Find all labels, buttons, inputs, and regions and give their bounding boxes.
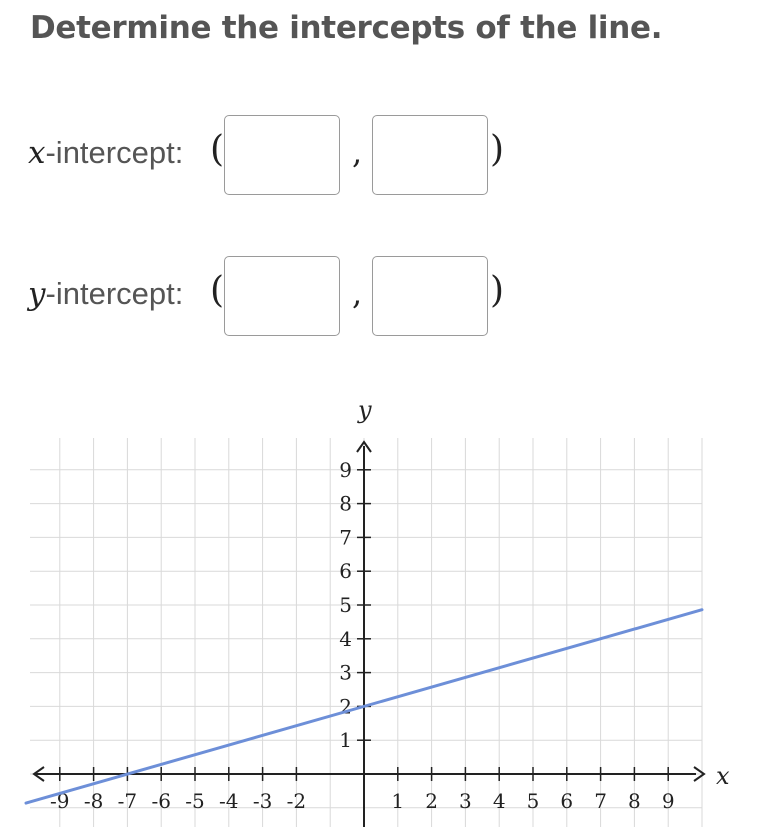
x-intercept-x-input[interactable]: [224, 115, 340, 195]
x-intercept-label: [28, 135, 183, 171]
y-tick-label: 5: [339, 593, 352, 617]
y-variable: y: [28, 276, 46, 312]
x-tick-label: 7: [594, 789, 607, 813]
y-tick-label: 1: [339, 728, 352, 753]
x-tick-label: 8: [628, 789, 641, 813]
x-variable: x: [28, 135, 46, 171]
y-intercept-y-input[interactable]: [372, 256, 488, 336]
y-tick-label: 4: [339, 626, 352, 651]
y-tick-label: 8: [339, 491, 352, 516]
coordinate-graph: [0, 380, 772, 827]
y-tick-label: 3: [339, 660, 352, 685]
x-tick-label: -9: [50, 789, 70, 813]
x-intercept-close-paren: ): [490, 129, 505, 170]
axes: [34, 442, 704, 827]
y-axis-label: y: [358, 396, 372, 424]
x-tick-label: 4: [492, 789, 506, 813]
x-tick-label: -8: [83, 789, 104, 813]
y-intercept-comma: ,: [352, 274, 363, 312]
x-intercept-open-paren: (: [210, 129, 225, 170]
y-intercept-label-text: -intercept:: [45, 276, 184, 311]
x-tick-label: -7: [117, 789, 138, 813]
x-tick-label: 1: [391, 789, 405, 813]
question-title: Determine the intercepts of the line.: [30, 10, 663, 46]
x-tick-label: -4: [219, 789, 239, 813]
y-tick-label: 2: [339, 694, 352, 719]
y-tick-label: 9: [339, 457, 352, 482]
x-tick-label: 2: [425, 789, 438, 813]
y-intercept-x-input[interactable]: [224, 256, 340, 336]
x-tick-label: -6: [151, 789, 171, 813]
x-intercept-label-text: -intercept:: [45, 135, 184, 170]
x-tick-label: 9: [661, 789, 675, 813]
y-intercept-open-paren: (: [210, 270, 225, 311]
y-tick-label: 6: [339, 559, 352, 584]
x-tick-label: 6: [560, 789, 574, 813]
x-tick-label: -2: [286, 789, 307, 813]
x-axis-label: x: [716, 762, 730, 790]
x-tick-label: -3: [252, 789, 273, 813]
x-tick-label: 3: [459, 789, 472, 813]
x-intercept-y-input[interactable]: [372, 115, 488, 195]
x-intercept-comma: ,: [352, 133, 363, 171]
y-tick-label: 7: [339, 525, 352, 550]
x-tick-label: -5: [185, 789, 205, 813]
x-tick-label: 5: [526, 789, 540, 813]
y-intercept-label: [28, 276, 183, 312]
y-intercept-close-paren: ): [490, 270, 505, 311]
